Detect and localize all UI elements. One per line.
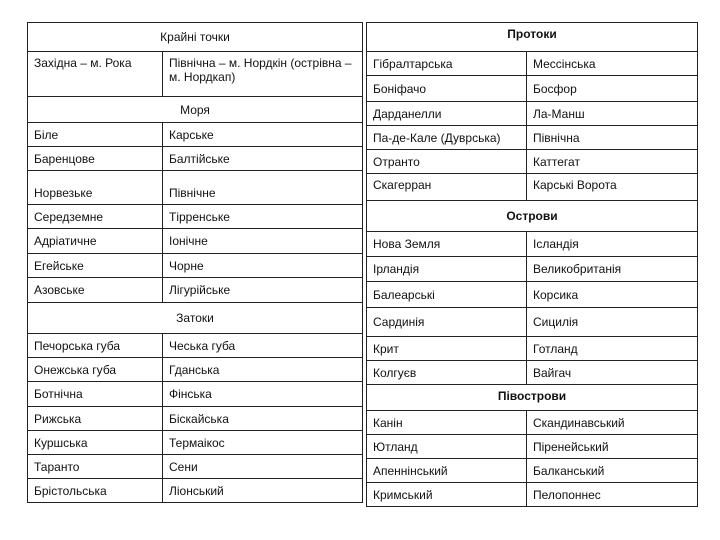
sea-cell: Чорне xyxy=(163,254,363,278)
sea-cell: Іонічне xyxy=(163,229,363,254)
strait-cell: Каттегат xyxy=(527,150,698,174)
sea-cell: Егейське xyxy=(28,254,163,278)
peninsula-cell: Балканський xyxy=(527,459,698,483)
strait-cell: Отранто xyxy=(367,150,527,174)
left-table xyxy=(27,22,363,503)
island-cell: Великобританія xyxy=(527,257,698,282)
island-cell: Готланд xyxy=(527,337,698,361)
peninsula-cell: Канін xyxy=(367,411,527,435)
sea-cell: Балтійське xyxy=(163,147,363,171)
peninsula-cell: Піренейський xyxy=(527,435,698,459)
gulf-cell: Сени xyxy=(163,455,363,479)
island-cell: Вайгач xyxy=(527,361,698,385)
island-cell: Нова Земля xyxy=(367,232,527,257)
sea-cell: Тірренське xyxy=(163,205,363,229)
island-cell: Ісландія xyxy=(527,232,698,257)
strait-cell: Ла-Манш xyxy=(527,102,698,126)
peninsulas-header: Півострови xyxy=(367,385,698,411)
gulfs-header: Затоки xyxy=(28,303,363,334)
peninsula-cell: Ютланд xyxy=(367,435,527,459)
straits-header: Протоки xyxy=(367,23,698,52)
gulf-cell: Ботнічна xyxy=(28,382,163,407)
peninsula-cell: Апеннінський xyxy=(367,459,527,483)
strait-cell: Північна xyxy=(527,126,698,150)
gulf-cell: Гданська xyxy=(163,358,363,382)
islands-header: Острови xyxy=(367,201,698,232)
gulf-cell: Рижська xyxy=(28,407,163,431)
right-table xyxy=(366,22,698,507)
strait-cell: Па-де-Кале (Дуврська) xyxy=(367,126,527,150)
gulf-cell: Ліонський xyxy=(163,479,363,503)
sea-cell: Баренцове xyxy=(28,147,163,171)
strait-cell: Мессінська xyxy=(527,52,698,76)
sea-cell: Середземне xyxy=(28,205,163,229)
peninsula-cell: Скандинавський xyxy=(527,411,698,435)
strait-cell: Гібралтарська xyxy=(367,52,527,76)
peninsula-cell: Кримський xyxy=(367,483,527,507)
gulf-cell: Біскайська xyxy=(163,407,363,431)
gulf-cell: Онежська губа xyxy=(28,358,163,382)
sea-cell: Адріатичне xyxy=(28,229,163,254)
strait-cell: Босфор xyxy=(527,76,698,102)
gulf-cell: Таранто xyxy=(28,455,163,479)
extreme-points-header: Крайні точки xyxy=(28,23,363,52)
gulf-cell: Печорська губа xyxy=(28,334,163,358)
sea-cell: Азовське xyxy=(28,278,163,303)
peninsula-cell: Пелопоннес xyxy=(527,483,698,507)
sea-cell: Північне xyxy=(163,171,363,205)
west-point: Західна – м. Рока xyxy=(28,52,163,97)
island-cell: Балеарські xyxy=(367,282,527,308)
gulf-cell: Куршська xyxy=(28,431,163,455)
gulf-cell: Термаікос xyxy=(163,431,363,455)
strait-cell: Скагерран xyxy=(367,174,527,201)
island-cell: Ірландія xyxy=(367,257,527,282)
sea-cell: Лігурійське xyxy=(163,278,363,303)
sea-cell: Норвезьке xyxy=(28,171,163,205)
island-cell: Колгуєв xyxy=(367,361,527,385)
island-cell: Корсика xyxy=(527,282,698,308)
sea-cell: Карське xyxy=(163,123,363,147)
gulf-cell: Брістольська xyxy=(28,479,163,503)
strait-cell: Дарданелли xyxy=(367,102,527,126)
seas-header: Моря xyxy=(28,97,363,123)
sea-cell: Біле xyxy=(28,123,163,147)
island-cell: Крит xyxy=(367,337,527,361)
gulf-cell: Чеська губа xyxy=(163,334,363,358)
strait-cell: Карські Ворота xyxy=(527,174,698,201)
strait-cell: Боніфачо xyxy=(367,76,527,102)
gulf-cell: Фінська xyxy=(163,382,363,407)
north-point: Північна – м. Нордкін (острівна – м. Нордкап) xyxy=(163,52,363,97)
island-cell: Сардинія xyxy=(367,308,527,337)
island-cell: Сицилія xyxy=(527,308,698,337)
